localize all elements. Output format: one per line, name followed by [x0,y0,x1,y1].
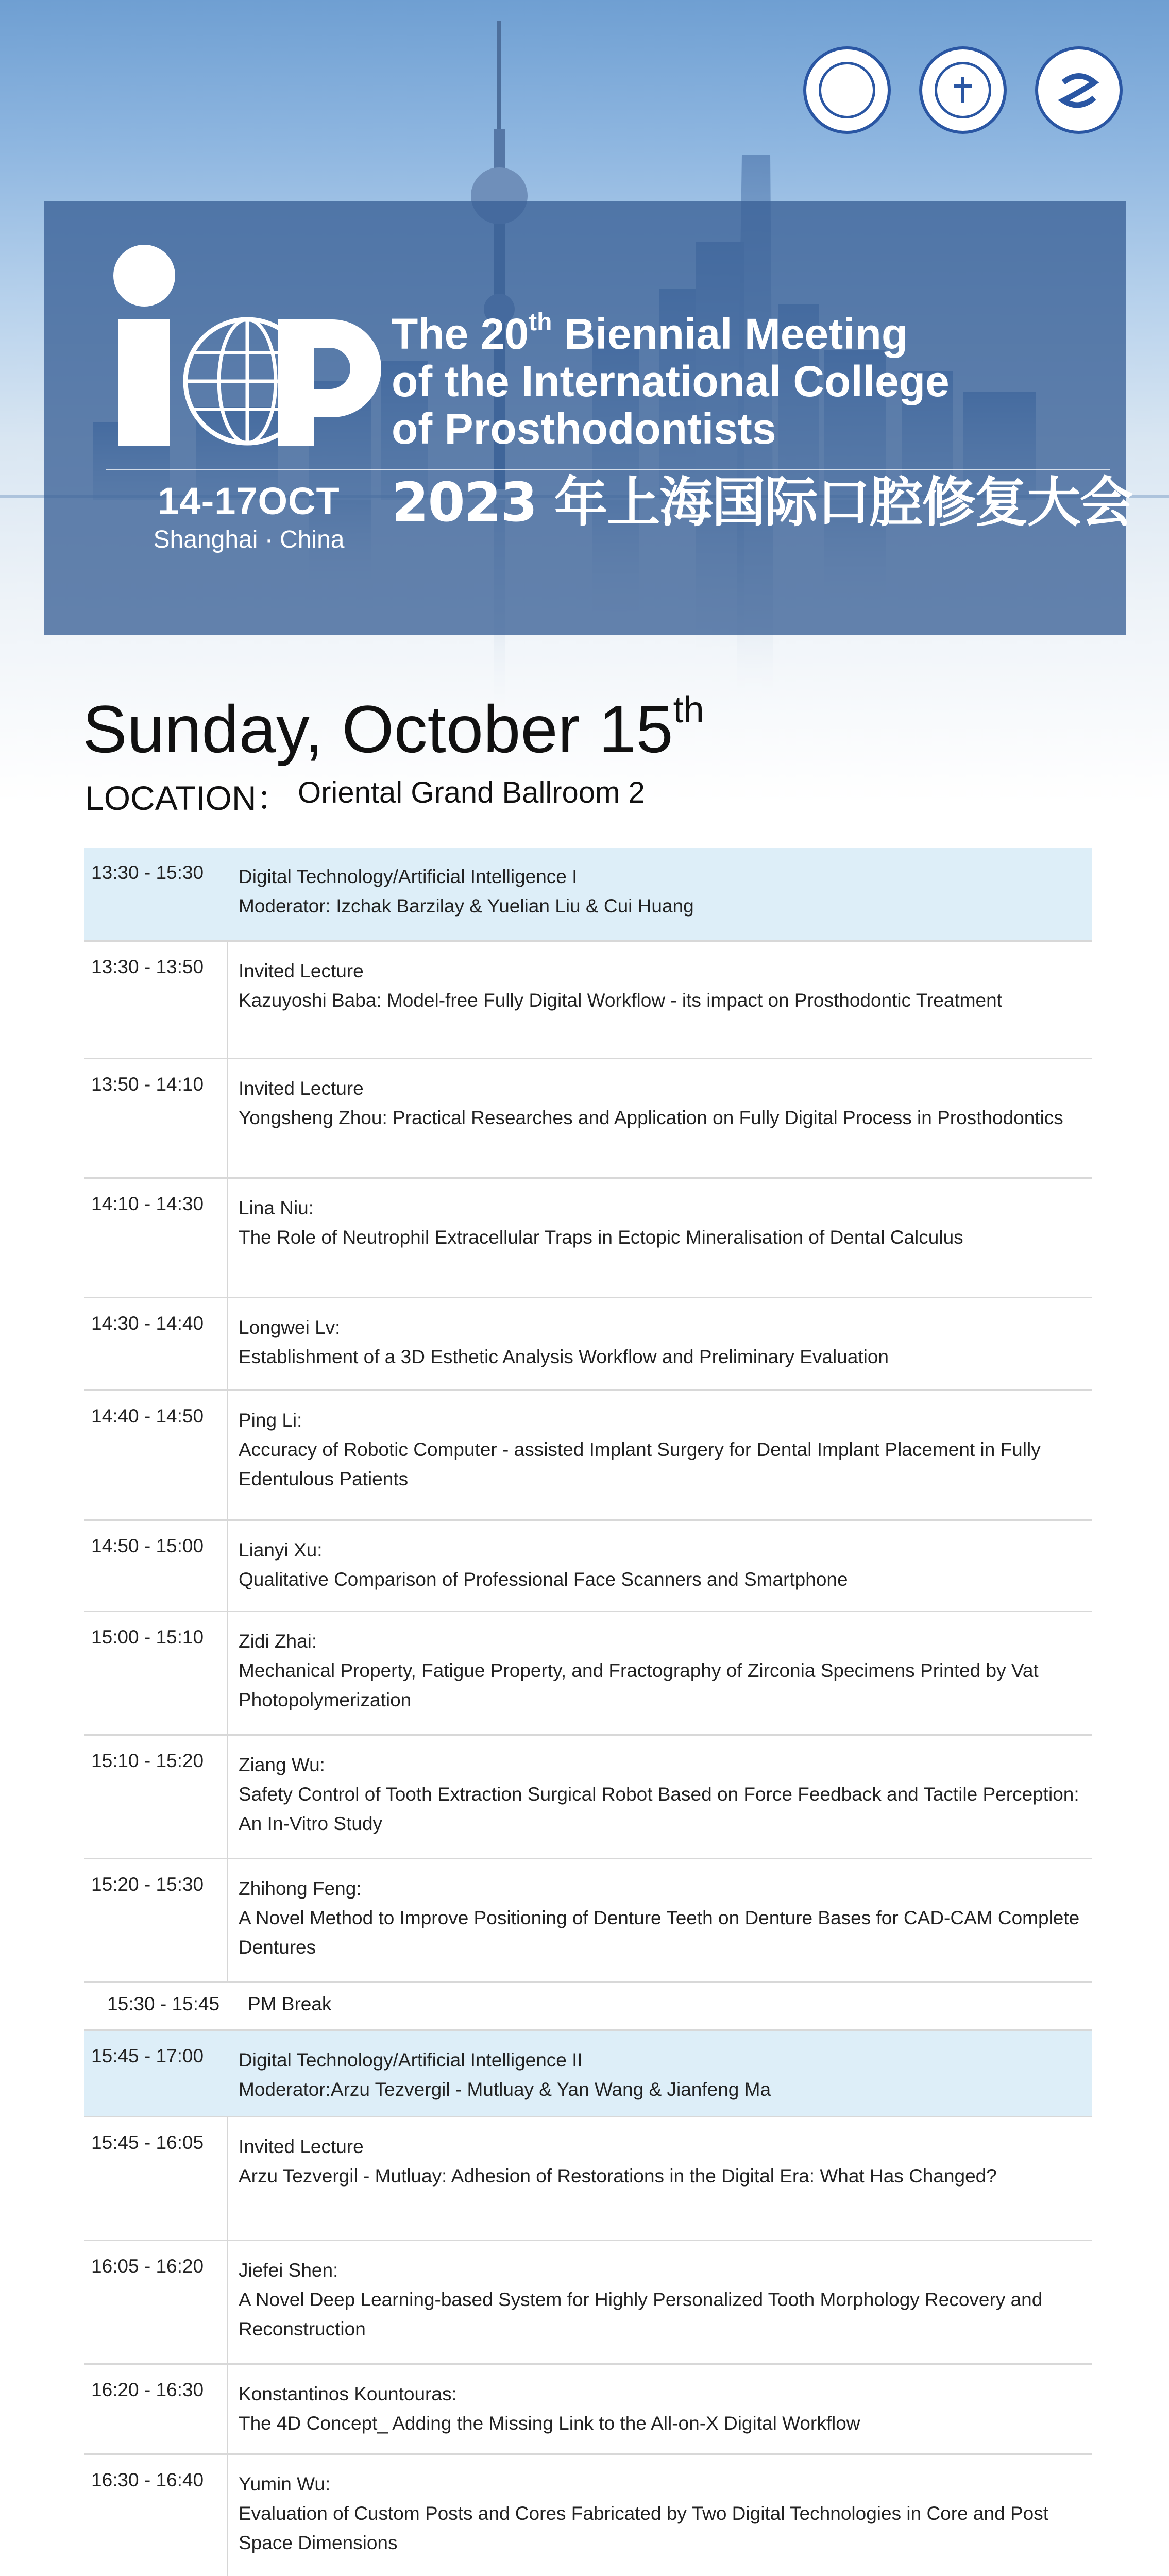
conference-date: 14-17OCT [158,480,340,522]
schedule-row [84,1736,1092,1859]
schedule-table [84,848,1092,2576]
row-speaker: Digital Technology/Artificial Intelligence II [239,2049,583,2071]
row-content [228,1298,1092,1389]
conference-title-chinese: 2023 年上海国际口腔修复大会 [392,471,1132,534]
row-time: 15:20 - 15:30 [84,1859,228,1981]
institution-logos [803,46,1123,134]
row-content [228,2117,1092,2240]
conference-title [392,310,1113,452]
row-topic: Kazuyoshi Baba: Model-free Fully Digital Workflow - its impact on Prosthodontic Treatment [239,990,1002,1011]
row-content [228,1859,1092,1981]
schedule-row [84,1179,1092,1298]
row-speaker: Longwei Lv: [239,1317,341,1338]
schedule-row [84,2241,1092,2365]
location-value: Oriental Grand Ballroom 2 [298,776,645,809]
row-time: 15:10 - 15:20 [84,1736,228,1858]
row-content [228,1521,1092,1611]
row-speaker: Yumin Wu: [239,2473,331,2495]
row-speaker: Konstantinos Kountouras: [239,2383,457,2404]
row-topic: Accuracy of Robotic Computer - assisted Implant Surgery for Dental Implant Placement in Fully Edentulous Patients [239,1439,1041,1489]
row-topic: Qualitative Comparison of Professional Face Scanners and Smartphone [239,1569,848,1590]
break-label: PM Break [248,1993,332,2014]
row-content [228,848,1092,940]
university-seal-logo-1 [803,46,891,134]
row-topic: The 4D Concept_ Adding the Missing Link to the All-on-X Digital Workflow [239,2413,860,2434]
conference-place: Shanghai · China [153,526,345,553]
row-time: 15:30 - 15:45 [107,1993,220,2014]
row-content [228,1391,1092,1519]
row-time: 14:40 - 14:50 [84,1391,228,1519]
row-content [228,2241,1092,2363]
banner-divider [106,469,1110,470]
row-topic: A Novel Method to Improve Positioning of Denture Teeth on Denture Bases for CAD-CAM Complete Dentures [239,1907,1080,1958]
row-speaker: Ziang Wu: [239,1754,325,1775]
row-content [228,1612,1092,1734]
row-time: 16:30 - 16:40 [84,2455,228,2576]
title-line2: of the International College [392,357,950,405]
schedule-row [84,942,1092,1059]
schedule-row [84,2455,1092,2576]
row-time: 13:30 - 15:30 [91,862,204,883]
schedule-row [84,1521,1092,1612]
row-speaker: Digital Technology/Artificial Intelligence I [239,866,578,887]
row-topic: A Novel Deep Learning-based System for Highly Personalized Tooth Morphology Recovery and Reconstruction [239,2289,1043,2340]
row-topic: Safety Control of Tooth Extraction Surgical Robot Based on Force Feedback and Tactile Perception: An In-Vitro Study [239,1784,1079,1834]
title-line1-sup: th [529,309,552,336]
day-title-sup: th [673,689,704,731]
day-title [82,689,704,767]
iop-logo [111,242,399,453]
row-topic: Moderator: Izchak Barzilay & Yuelian Liu & Cui Huang [239,895,694,917]
row-content [228,942,1092,1058]
row-topic: Establishment of a 3D Esthetic Analysis Workflow and Preliminary Evaluation [239,1346,889,1367]
location-label: LOCATION： [85,779,291,817]
row-speaker: Invited Lecture [239,2136,364,2157]
row-content [228,2455,1092,2576]
row-time: 16:20 - 16:30 [84,2365,228,2453]
row-speaker: Lina Niu: [239,1197,314,1218]
university-seal-logo-2 [919,46,1007,134]
schedule-row [84,2365,1092,2455]
row-topic: Evaluation of Custom Posts and Cores Fabricated by Two Digital Technologies in Core and Post Space Dimensions [239,2503,1048,2553]
row-time: 13:50 - 14:10 [84,1059,228,1177]
row-time: 14:10 - 14:30 [84,1179,228,1297]
row-speaker: Jiefei Shen: [239,2260,338,2281]
row-topic: Yongsheng Zhou: Practical Researches and Application on Fully Digital Process in Prosthodontics [239,1107,1063,1128]
row-content [228,1059,1092,1177]
row-topic: Arzu Tezvergil - Mutluay: Adhesion of Restorations in the Digital Era: What Has Changed? [239,2165,997,2187]
row-time: 15:45 - 16:05 [84,2117,228,2240]
row-time: 13:30 - 13:50 [84,942,228,1058]
row-speaker: Invited Lecture [239,960,364,981]
row-content [228,1736,1092,1858]
row-topic: Mechanical Property, Fatigue Property, and Fractography of Zirconia Specimens Printed by Vat Photopolymerization [239,1660,1039,1710]
row-speaker: Zidi Zhai: [239,1631,317,1652]
schedule-row [84,2117,1092,2241]
schedule-row [84,1391,1092,1521]
title-line3: of Prosthodontists [392,404,776,453]
row-content [228,1179,1092,1297]
title-line1-post: Biennial Meeting [552,310,908,358]
row-speaker: Ping Li: [239,1410,302,1431]
row-time: 16:05 - 16:20 [84,2241,228,2363]
schedule-row [84,1059,1092,1179]
row-speaker: Zhihong Feng: [239,1878,362,1899]
session-row [84,2031,1092,2117]
hero-background [0,0,1169,804]
row-content [228,2031,1092,2116]
break-row [84,1983,1092,2031]
row-speaker: Invited Lecture [239,1078,364,1099]
row-time: 14:30 - 14:40 [84,1298,228,1389]
day-title-text: Sunday, October 15 [82,691,673,767]
row-content [228,2365,1092,2453]
session-row [84,848,1092,942]
society-logo-3 [1035,46,1123,134]
schedule-row [84,1859,1092,1983]
row-time: 14:50 - 15:00 [84,1521,228,1611]
title-line1-pre: The 20 [392,310,529,358]
row-time: 15:00 - 15:10 [84,1612,228,1734]
conference-banner [44,201,1132,635]
row-speaker: Lianyi Xu: [239,1539,323,1561]
schedule-row [84,1612,1092,1736]
row-topic: The Role of Neutrophil Extracellular Traps in Ectopic Mineralisation of Dental Calculus [239,1227,963,1248]
row-topic: Moderator:Arzu Tezvergil - Mutluay & Yan Wang & Jianfeng Ma [239,2079,771,2100]
row-time: 15:45 - 17:00 [91,2045,204,2066]
schedule-row [84,1298,1092,1391]
